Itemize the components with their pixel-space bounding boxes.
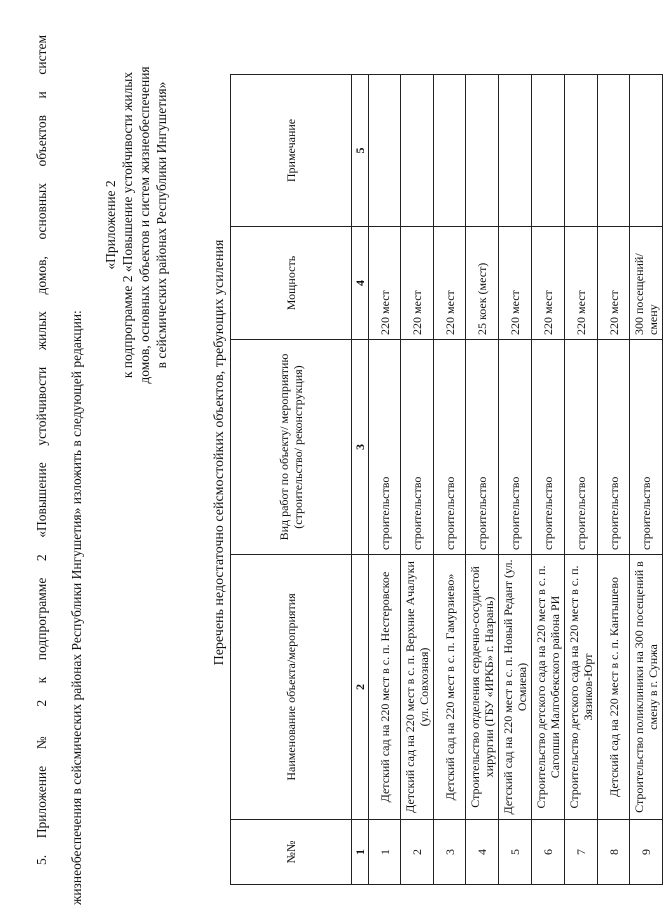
table-row <box>434 75 466 885</box>
row-name: Строительство детского сада на 220 мест в с. п. Сагопши Малгобекского района РИ <box>532 555 565 820</box>
row-power: 25 коек (мест) <box>466 227 499 340</box>
row-power: 300 посещений/смену <box>630 227 663 340</box>
row-power: 220 мест <box>434 227 466 340</box>
row-num: 7 <box>565 820 598 885</box>
row-num: 2 <box>401 820 434 885</box>
row-kind: строительство <box>466 340 499 555</box>
table-row <box>565 75 598 885</box>
row-name: Детский сад на 220 мест в с. п. Верхние Ачалуки (ул. Совхозная) <box>401 555 434 820</box>
row-note <box>565 75 598 227</box>
row-name: Строительство отделения сердечно-сосудистой хирургии (ГБУ «ИРКБ» г. Назрань) <box>466 555 499 820</box>
row-power: 220 мест <box>532 227 565 340</box>
row-num: 6 <box>532 820 565 885</box>
row-kind: строительство <box>434 340 466 555</box>
row-num: 9 <box>630 820 663 885</box>
row-note <box>598 75 630 227</box>
table-row <box>466 75 499 885</box>
table-row <box>369 75 401 885</box>
intro-line-1: 5. Приложение № 2 к подпрограмме 2 «Повышение устойчивости жилых домов, основных объектов и систем <box>34 35 49 865</box>
column-index: 5 <box>352 75 369 227</box>
row-kind: строительство <box>598 340 630 555</box>
row-num: 1 <box>369 820 401 885</box>
intro-line-2: жизнеобеспечения в сейсмических районах Республики Ингушетия» изложить в следующей редакции: <box>69 310 84 905</box>
list-title: Перечень недостаточно сейсмостойких объектов, требующих усиления <box>212 239 227 666</box>
row-num: 8 <box>598 820 630 885</box>
header-note: Примечание <box>231 75 352 227</box>
header-num: №№ <box>231 820 352 885</box>
table-header-row <box>231 75 352 885</box>
row-kind: строительство <box>532 340 565 555</box>
row-kind: строительство <box>565 340 598 555</box>
table-row <box>532 75 565 885</box>
row-note <box>369 75 401 227</box>
row-name: Детский сад на 220 мест в с. п. Нестеровское <box>369 555 401 820</box>
row-num: 4 <box>466 820 499 885</box>
row-num: 3 <box>434 820 466 885</box>
row-power: 220 мест <box>499 227 532 340</box>
row-note <box>532 75 565 227</box>
objects-table <box>230 74 663 885</box>
row-num: 5 <box>499 820 532 885</box>
appendix-header <box>102 25 170 425</box>
header-kind: Вид работ по объекту/ мероприятию (строительство/ реконструкция) <box>231 340 352 555</box>
column-index: 2 <box>352 555 369 820</box>
appendix-line-2: к подпрограмме 2 «Повышение устойчивости жилых <box>120 71 135 379</box>
row-name: Строительство поликлиники на 300 посещений в смену в г. Сунжа <box>630 555 663 820</box>
column-index: 3 <box>352 340 369 555</box>
row-kind: строительство <box>630 340 663 555</box>
column-index: 1 <box>352 820 369 885</box>
row-name: Детский сад на 220 мест в с. п. Гамурзиево» <box>434 555 466 820</box>
row-name: Детский сад на 220 мест в с. п. Новый Редант (ул. Осмиева) <box>499 555 532 820</box>
header-power: Мощность <box>231 227 352 340</box>
row-power: 220 мест <box>401 227 434 340</box>
table-body <box>369 75 663 885</box>
row-name: Детский сад на 220 мест в с. п. Кантышево <box>598 555 630 820</box>
row-kind: строительство <box>499 340 532 555</box>
appendix-line-3: домов, основных объектов и систем жизнеобеспечения <box>137 66 152 384</box>
row-note <box>434 75 466 227</box>
table-row <box>598 75 630 885</box>
table-row <box>630 75 663 885</box>
row-name: Строительство детского сада на 220 мест в с. п. Зязиков-Юрт <box>565 555 598 820</box>
table-row <box>499 75 532 885</box>
header-name: Наименование объекта/мероприятия <box>231 555 352 820</box>
appendix-line-4: в сейсмических районах Республики Ингушетия» <box>154 81 169 369</box>
row-kind: строительство <box>401 340 434 555</box>
row-power: 220 мест <box>598 227 630 340</box>
row-kind: строительство <box>369 340 401 555</box>
row-power: 220 мест <box>369 227 401 340</box>
row-power: 220 мест <box>565 227 598 340</box>
table-row <box>401 75 434 885</box>
column-index-row <box>352 75 369 885</box>
row-note <box>499 75 532 227</box>
row-note <box>466 75 499 227</box>
appendix-line-1: «Приложение 2 <box>103 180 118 270</box>
column-index: 4 <box>352 227 369 340</box>
row-note <box>401 75 434 227</box>
objects-table-wrapper <box>230 74 663 885</box>
row-note <box>630 75 663 227</box>
